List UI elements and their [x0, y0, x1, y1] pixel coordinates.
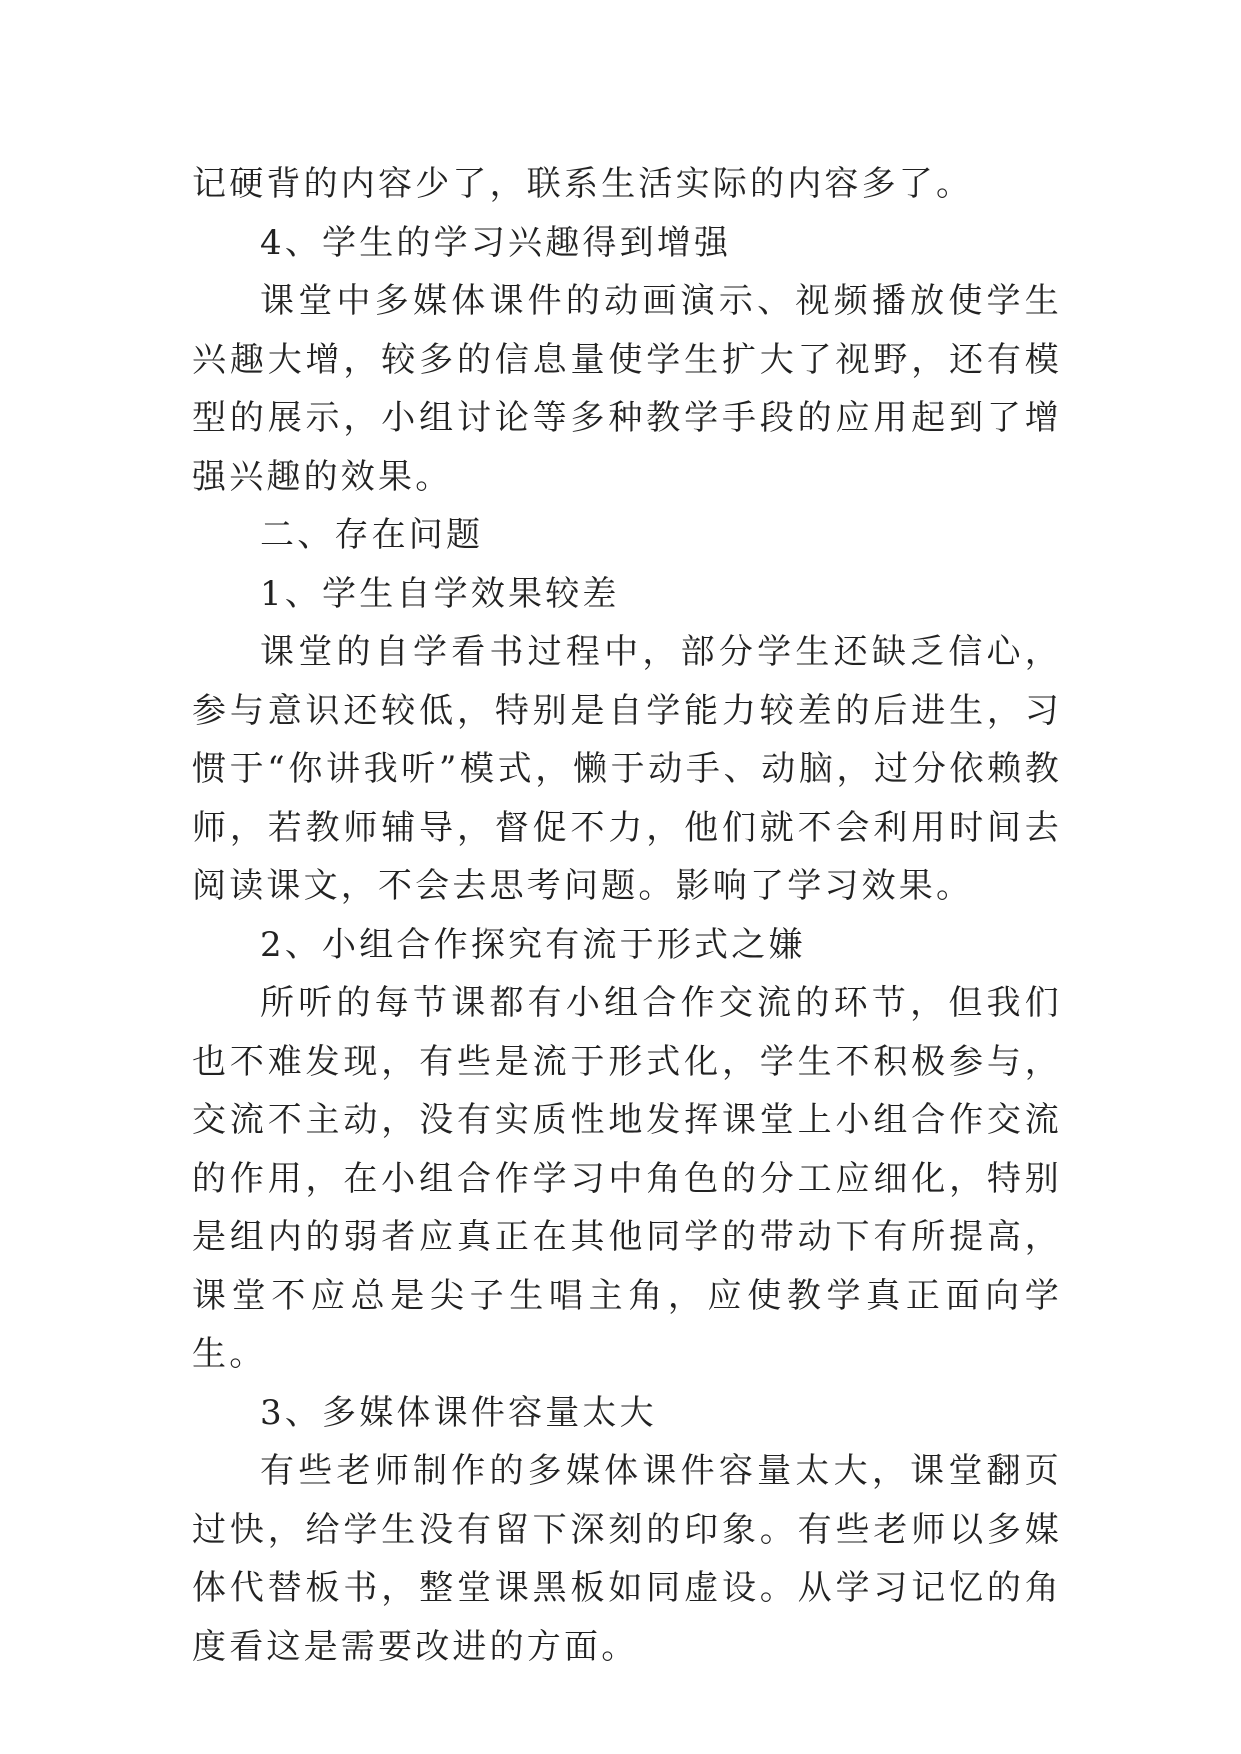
section-heading-4: 4、学生的学习兴趣得到增强	[260, 222, 732, 263]
paragraph-interest: 课堂中多媒体课件的动画演示、视频播放使学生兴趣大增，较多的信息量使学生扩大了视野，还有模型的展示，小组讨论等多种教学手段的应用起到了增强兴趣的效果。	[192, 281, 1062, 497]
document-body	[192, 155, 1062, 1676]
section-heading-problems: 二、存在问题	[260, 515, 484, 555]
paragraph-multimedia: 有些老师制作的多媒体课件容量太大，课堂翻页过快，给学生没有留下深刻的印象。有些老师以多媒体代替板书，整堂课黑板如同虚设。从学习记忆的角度看这是需要改进的方面。	[192, 1451, 1062, 1667]
section-heading-1: 1、学生自学效果较差	[260, 573, 620, 614]
section-heading-2: 2、小组合作探究有流于形式之嫌	[260, 924, 806, 965]
section-heading-3: 3、多媒体课件容量太大	[260, 1392, 657, 1433]
paragraph-self-study: 课堂的自学看书过程中，部分学生还缺乏信心，参与意识还较低，特别是自学能力较差的后进生，习惯于“你讲我听”模式，懒于动手、动脑，过分依赖教师，若教师辅导，督促不力，他们就不会利用时间去阅读课文，不会去思考问题。影响了学习效果。	[192, 632, 1062, 906]
paragraph-continued: 记硬背的内容少了，联系生活实际的内容多了。	[192, 164, 974, 204]
paragraph-group-work: 所听的每节课都有小组合作交流的环节，但我们也不难发现，有些是流于形式化，学生不积极参与，交流不主动，没有实质性地发挥课堂上小组合作交流的作用，在小组合作学习中角色的分工应细化，特别是组内的弱者应真正在其他同学的带动下有所提高，课堂不应总是尖子生唱主角，应使教学真正面向学生。	[192, 983, 1062, 1374]
